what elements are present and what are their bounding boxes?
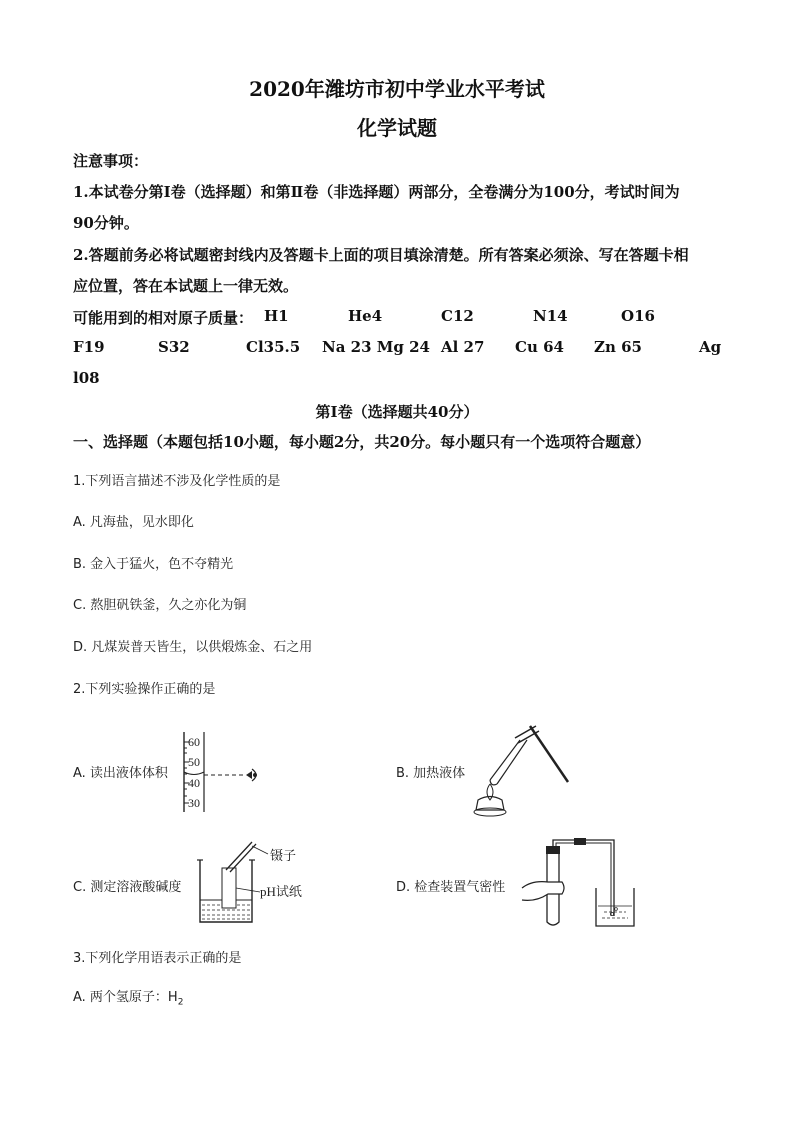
figure-d-stopper [546, 846, 560, 854]
question-3-option-a [73, 986, 183, 1008]
atomic-mass-n: N14 [533, 307, 568, 325]
atomic-mass-he: He4 [348, 307, 383, 325]
notes-item-2-line-1: 2.答题前务必将试题密封线内及答题卡上面的项目填涂清楚。所有答案必须涂、写在答题卡相 [73, 246, 689, 264]
figure-d-beaker-icon [596, 888, 634, 926]
section-1-heading: 第Ⅰ卷（选择题共40分） [315, 403, 479, 421]
figure-c-ph-measurement [192, 838, 312, 928]
question-1-option-d: D. 凡煤炭普天皆生，以供煅炼金、石之用 [73, 640, 313, 655]
figure-a-tick-40: 40 [188, 776, 200, 790]
question-1-option-a: A. 凡海盐，见水即化 [73, 515, 194, 530]
atomic-mass-na-mg: Na 23 Mg 24 [322, 338, 430, 356]
question-2-option-d: D. 检查装置气密性 [396, 880, 506, 895]
notes-item-1-line-2: 90分钟。 [73, 214, 139, 232]
figure-d-hand-icon [522, 882, 564, 901]
question-1-option-c: C. 熬胆矾铁釜，久之亦化为铜 [73, 598, 247, 613]
atomic-mass-al: Al 27 [441, 338, 485, 356]
atomic-mass-o: O16 [621, 307, 655, 325]
notes-heading: 注意事项： [73, 152, 149, 170]
figure-b-flame-icon [487, 784, 493, 800]
question-2-option-a: A. 读出液体体积 [73, 766, 168, 781]
question-2-option-b: B. 加热液体 [396, 766, 466, 781]
atomic-mass-s: S32 [158, 338, 190, 356]
figure-a-graduated-cylinder [180, 728, 265, 816]
question-3-option-a-text: A. 两个氢原子：H [73, 990, 178, 1005]
part-1-heading: 一、选择题（本题包括10小题，每小题2分，共20分。每小题只有一个选项符合题意） [73, 433, 651, 451]
figure-d-airtightness-check [518, 836, 638, 931]
notes-item-2-line-2: 应位置，答在本试题上一律无效。 [73, 277, 299, 295]
atomic-mass-f: F19 [73, 338, 105, 356]
page-title: 2020年潍坊市初中学业水平考试 [249, 77, 545, 101]
notes-item-1-line-1: 1.本试卷分第Ⅰ卷（选择题）和第Ⅱ卷（非选择题）两部分，全卷满分为100分，考试时间为 [73, 183, 680, 201]
question-2-stem: 2.下列实验操作正确的是 [73, 682, 216, 697]
figure-c-tweezers-icon [226, 842, 252, 870]
figure-a-arrow-icon [246, 771, 252, 779]
question-1-option-b: B. 金入于猛火，色不夺精光 [73, 557, 234, 572]
atomic-mass-cu: Cu 64 [515, 338, 564, 356]
atomic-mass-ag: Ag [699, 338, 722, 356]
figure-c-label-ph-paper: pH试纸 [260, 884, 302, 899]
atomic-mass-label: 可能用到的相对原子质量： [73, 309, 254, 327]
question-3-stem: 3.下列化学用语表示正确的是 [73, 951, 242, 966]
figure-a-tick-60: 60 [188, 735, 200, 749]
figure-c-label-tweezers: 镊子 [270, 848, 297, 863]
figure-a-tick-50: 50 [188, 755, 200, 769]
atomic-mass-c: C12 [441, 307, 474, 325]
question-3-option-a-subscript: 2 [177, 997, 184, 1008]
atomic-mass-ag-value: l08 [73, 369, 100, 387]
question-1-stem: 1.下列语言描述不涉及化学性质的是 [73, 474, 281, 489]
atomic-mass-cl: Cl35.5 [246, 338, 301, 356]
question-2-option-c: C. 测定溶液酸碱度 [73, 880, 182, 895]
figure-c-ph-paper [222, 868, 236, 908]
figure-a-tick-30: 30 [188, 796, 200, 810]
figure-b-heating-liquid [460, 718, 570, 818]
atomic-mass-h: H1 [264, 307, 289, 325]
page-subtitle: 化学试题 [357, 116, 437, 140]
atomic-mass-zn: Zn 65 [594, 338, 642, 356]
